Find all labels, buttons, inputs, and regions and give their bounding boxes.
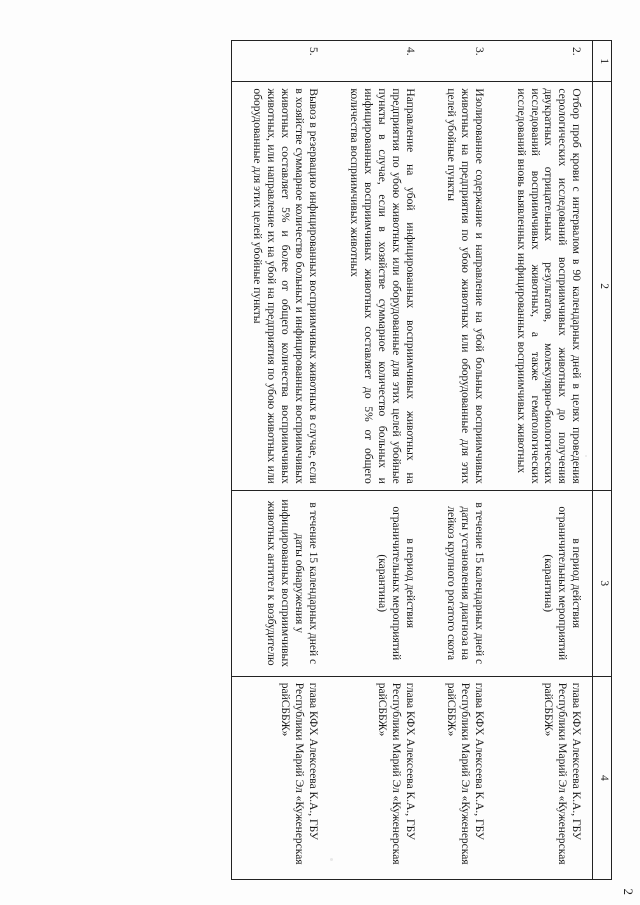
page-number: 2 [621, 888, 636, 895]
measure-description: Изолированное содержание и направление на убой больных восприимчивых животных на предприятия по убою животных или оборудованные для этих целей убойные пункты [426, 82, 495, 490]
measure-responsible: глава КФХ Алексеева К.А., ГБУ Республики Марий Эл «Куженерская райСББЖ» [495, 676, 592, 879]
measure-term: в течение 15 календарных дней с даты обнаружения у инфицированных восприимчивых животных антител к возбудителю [231, 490, 328, 676]
table-row [495, 41, 592, 880]
column-header-term: 3 [593, 490, 612, 676]
column-header-measure: 2 [593, 82, 612, 490]
measure-responsible: глава КФХ Алексеева К.А., ГБУ Республики Марий Эл «Куженерская райСББЖ» [231, 676, 328, 879]
row-number: 4. [329, 41, 426, 82]
measure-term: в течение 15 календарных дней с даты установления диагноза на лейкоз крупного рогатого скота [426, 490, 495, 676]
row-number: 2. [495, 41, 592, 82]
row-number: 5. [231, 41, 328, 82]
measure-description: Вывоз в резервацию инфицированных восприимчивых животных в случае, если в хозяйстве суммарное количество больных и инфицированных восприимчивых животных составляет 5% и более от общего количества восприимчивых животных, или направление их на убой на предприятия по убою животных или оборудованные для этих целей убойные пункты [231, 82, 328, 490]
measure-description: Отбор проб крови с интервалом в 90 календарных дней в целях проведения серологических исследований восприимчивых животных до получения двукратных отрицательных результатов, молекулярно-биологических исследований восприимчивых животных, а также гематологических исследований вновь выявленных инфицированных восприимчивых животных [495, 82, 592, 490]
measures-table [231, 40, 612, 880]
table-row [329, 41, 426, 880]
table-row [231, 41, 328, 880]
table-row [426, 41, 495, 880]
column-header-number: 1 [593, 41, 612, 82]
row-number: 3. [426, 41, 495, 82]
measure-responsible: глава КФХ Алексеева К.А., ГБУ Республики Марий Эл «Куженерская райСББЖ» [329, 676, 426, 879]
column-header-responsible: 4 [593, 676, 612, 879]
measure-term: в период действия ограничительных мероприятий (карантина) [495, 490, 592, 676]
measure-description: Направление на убой инфицированных восприимчивых животных на предприятия по убою животных или оборудованные для этих целей убойные пункты в случае, если в хозяйстве суммарное количество больных и инфицированных восприимчивых животных составляет до 5% от общего количества восприимчивых животных [329, 82, 426, 490]
measure-responsible: глава КФХ Алексеева К.А., ГБУ Республики Марий Эл «Куженерская райСББЖ» [426, 676, 495, 879]
measure-term: в период действия ограничительных мероприятий (карантина) [329, 490, 426, 676]
table-header-row [593, 41, 612, 880]
